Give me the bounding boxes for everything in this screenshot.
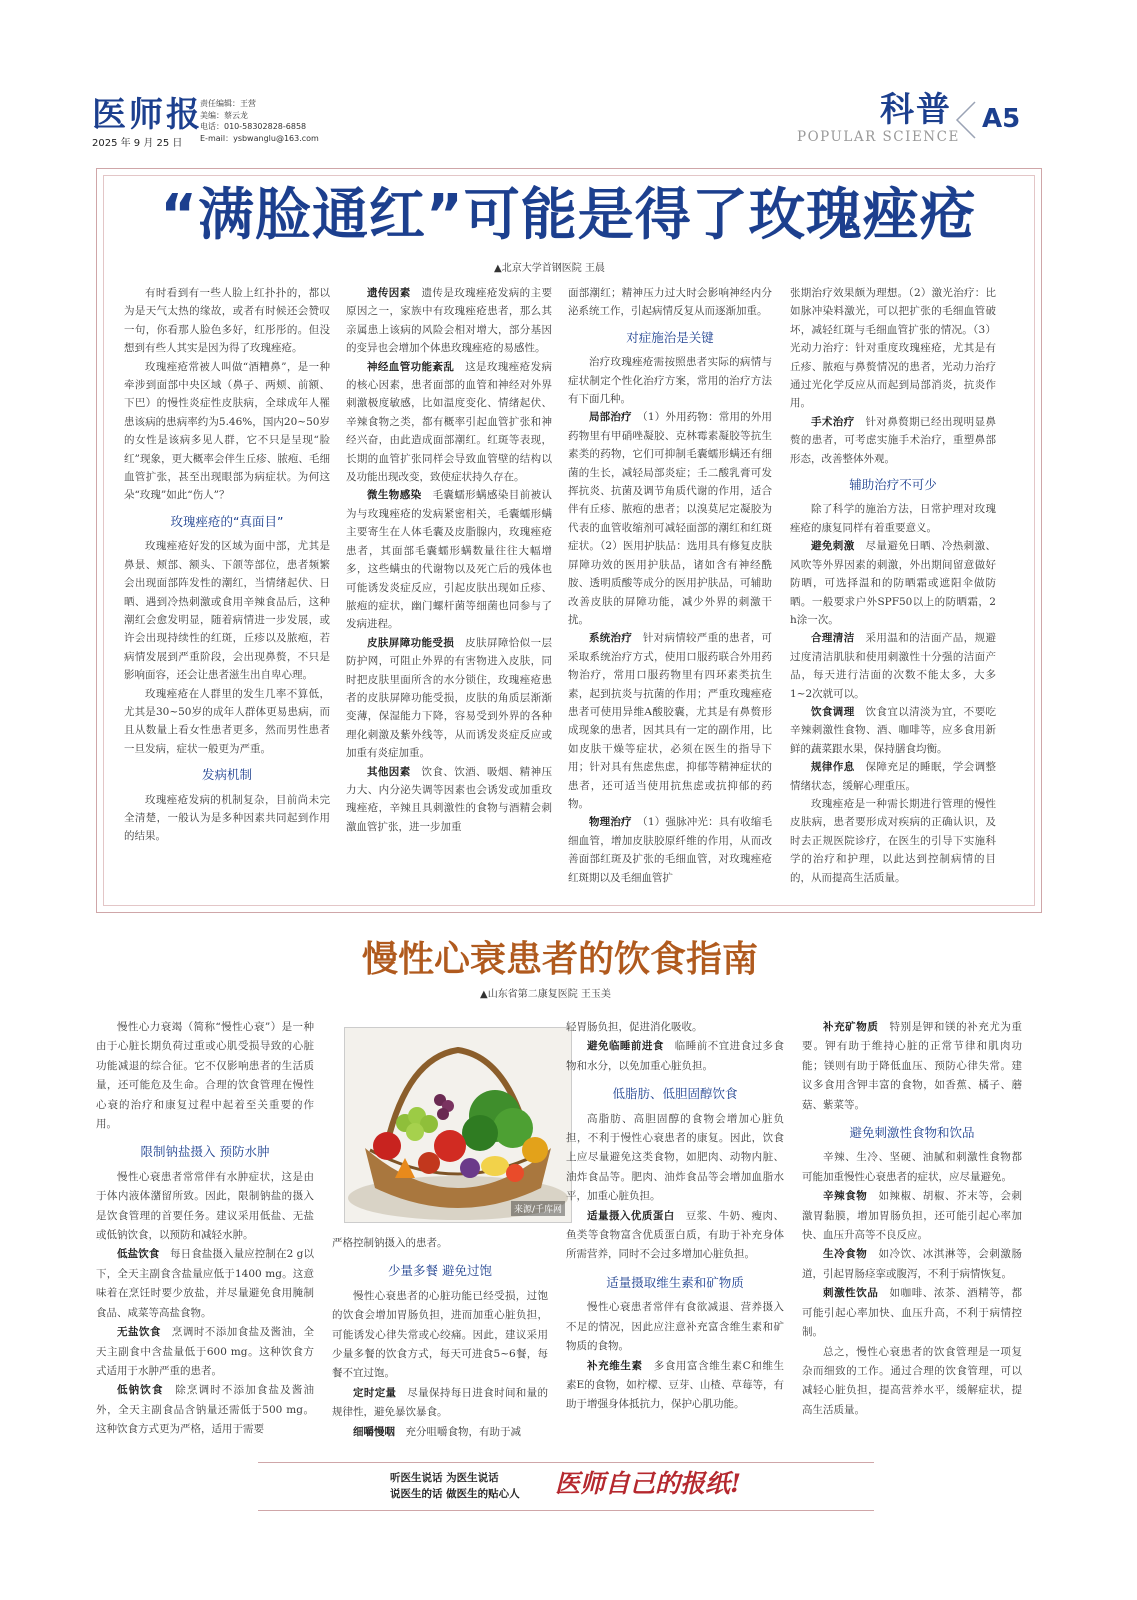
paragraph: 辛辣、生冷、坚硬、油腻和刺激性食物都可能加重慢性心衰患者的症状，应尽量避免。 [802, 1151, 1022, 1183]
paragraph: 玫瑰痤疮常被人叫做“酒糟鼻”，是一种牵涉到面部中央区域（鼻子、两颊、前额、下巴）的慢性炎症性皮肤病，全球成年人罹患该病的患病率约为5.46%，国内20~50岁的女性是该病多见人群，它不只是呈现“脸红”现象，更大概率会伴生丘疹、脓疱、毛细血管扩张，甚至出现眼部为病症状。为何这朵“玫瑰”如此“伤人”？ [124, 360, 330, 502]
paragraph-text: （1）外用药物：常用的外用药物里有甲硝唑凝胶、克林霉素凝胶等抗生素类的药物，它们可抑制毛囊蠕形螨还有细菌的生长，减轻局部炎症；壬二酸乳膏可发挥抗炎、抗菌及调节角质代谢的作用，适合伴有丘疹、脓疱的患者；以溴莫尼定凝胶为代表的血管收缩剂可减轻面部的潮红和红斑症状。（2）医用护肤品：选用具有修复皮肤屏障功效的医用护肤品，诸如含有神经酰胺、透明质酸等成分的医用护肤品，可辅助改善皮肤的屏障功能，减少外界的刺激干扰。 [568, 411, 773, 626]
keyword: 物理治疗 [589, 816, 632, 829]
email-address: E-mail：ysbwanglu@163.com [200, 133, 319, 143]
phone-number: 电话：010-58302828-6858 [200, 122, 307, 131]
article1-column-4 [790, 284, 996, 887]
paragraph [790, 629, 996, 703]
paragraph: 除了科学的施治方法，日常护理对玫瑰痤疮的康复同样有着重要意义。 [790, 503, 996, 534]
photo-credit: 来源/千库网 [511, 1201, 565, 1216]
keyword: 饮食调理 [811, 705, 855, 718]
subheading: 发病机制 [201, 767, 252, 783]
paragraph [346, 486, 552, 633]
subheading: 低脂肪、低胆固醇饮食 [612, 1086, 738, 1102]
paragraph-text: 豆浆、牛奶、瘦肉、鱼类等食物富含优质蛋白质，有助于补充身体所需营养，同时不会过多增加心脏负担。 [566, 1209, 785, 1261]
article2-column-4 [802, 1018, 1022, 1420]
slogan-line: 听医生说话 为医生说话 [390, 1472, 499, 1484]
subheading: 限制钠盐摄入 预防水肿 [140, 1144, 270, 1160]
paragraph-text: 除烹调时不添加食盐及酱油外，全天主副食品含钠量还需低于500 mg。这种饮食方式更为严格，适用于需要 [96, 1384, 314, 1436]
paragraph [346, 358, 552, 487]
paragraph: 严格控制钠摄入的患者。 [332, 1237, 448, 1249]
paragraph-text: 临睡前不宜进食过多食物和水分，以免加重心脏负担。 [566, 1040, 785, 1072]
paragraph: 面部潮红；精神压力过大时会影响神经内分泌系统工作，引起病情反复从而逐渐加重。 [568, 287, 772, 318]
issue-date: 2025 年 9 月 25 日 [92, 138, 183, 149]
keyword: 刺激性饮品 [823, 1287, 879, 1300]
footer-divider-top [258, 1462, 874, 1463]
article2-column-1 [96, 1018, 314, 1440]
paragraph-text: 这是玫瑰痤疮发病的核心因素，患者面部的血管和神经对外界刺激极度敏感，比如温度变化、情绪起伏、辛辣食物之类，都有概率引起血管扩张和神经兴奋，由此造成面部潮红。红斑等表现，长期的血管扩张同样会导致血管壁的结构以及功能出现改变，致使症状持久存在。 [346, 360, 552, 484]
paragraph [790, 703, 996, 758]
paragraph [566, 1357, 784, 1415]
paragraph [346, 284, 552, 358]
paragraph [802, 1284, 1022, 1342]
article2-column-2 [332, 1234, 548, 1442]
keyword: 手术治疗 [811, 415, 855, 428]
paragraph [96, 1245, 314, 1323]
paragraph [790, 413, 996, 468]
slogan-line: 说医生的话 做医生的贴心人 [390, 1488, 520, 1500]
article2-byline: ▲山东省第二康复医院 王玉美 [480, 989, 611, 1000]
article-title: “满脸通红”可能是得了玫瑰痤疮 [160, 183, 977, 248]
paragraph: 玫瑰痤疮是一种需长期进行管理的慢性皮肤病，患者要形成对疾病的正确认识，及时去正规医院诊疗，在医生的引导下实施科学的治疗和护理，以此达到控制病情的目的，从而提高生活质量。 [790, 797, 996, 884]
paragraph: 有时看到有一些人脸上红扑扑的，都以为是天气太热的缘故，或者有时候还会赞叹一句，你看那人脸色多好，红彤彤的。但没想到有些人其实是因为得了玫瑰痤疮。 [124, 287, 330, 355]
paragraph-text: 针对鼻赘期已经出现明显鼻赘的患者，可考虑实施手术治疗，重塑鼻部形态，改善整体外观。 [790, 415, 996, 465]
article2-title: 慢性心衰患者的饮食指南 [361, 939, 758, 980]
paragraph [332, 1384, 548, 1423]
keyword: 无盐饮食 [117, 1326, 161, 1339]
article1-column-2 [346, 284, 552, 836]
paragraph [96, 1323, 314, 1381]
subheading: 玫瑰痤疮的“真面目” [170, 513, 284, 529]
keyword: 局部治疗 [589, 411, 632, 424]
keyword: 补充维生素 [587, 1359, 643, 1372]
paragraph-text: 烹调时不添加食盐及酱油，全天主副食中含盐量低于600 mg。这种饮食方式适用于水肿严重的患者。 [96, 1326, 315, 1377]
paragraph-text: 特别是钾和镁的补充尤为重要。钾有助于维持心脏的正常节律和肌肉功能；镁则有助于降低血压、预防心律失常。建议多食用含钾丰富的食物，如香蕉、橘子、蘑菇、紫菜等。 [802, 1021, 1023, 1111]
subheading: 适量摄取维生素和矿物质 [606, 1274, 744, 1290]
keyword: 低盐饮食 [117, 1248, 160, 1261]
subheading: 对症施治是关键 [626, 329, 714, 345]
paragraph-text: 每日食盐摄入量应控制在2 g以下，全天主副食含盐量应低于1400 mg。这意味着在烹饪时要少放盐，并尽量避免食用腌制食品、咸菜等高盐食物。 [96, 1248, 315, 1319]
keyword: 低钠饮食 [117, 1384, 164, 1397]
paragraph [566, 1037, 784, 1076]
editor-name: 责任编辑：王营 [200, 99, 256, 108]
paragraph: 轻胃肠负担，促进消化吸收。 [566, 1021, 703, 1033]
paragraph: 慢性心衰患者常伴有食欲减退、营养摄入不足的情况，因此应注意补充富含维生素和矿物质的食物。 [566, 1301, 784, 1353]
paragraph: 慢性心力衰竭（简称“慢性心衰”）是一种由于心脏长期负荷过重或心肌受损导致的心脏功能减退的综合征。它不仅影响患者的生活质量，还可能危及生命。合理的饮食管理在慢性心衰的治疗和康复过程中起着至关重要的作用。 [96, 1021, 314, 1131]
paragraph-text: 尽量保持每日进食时间和量的规律性，避免暴饮暴食。 [332, 1386, 549, 1419]
paragraph: 慢性心衰患者的心脏功能已经受损，过饱的饮食会增加胃肠负担，进而加重心脏负担，可能诱发心律失常或心绞痛。因此，建议采用少量多餐的饮食方式，每天可进食5~6餐，每餐不宜过饱。 [332, 1289, 548, 1380]
paragraph-text: 皮肤屏障恰似一层防护网，可阻止外界的有害物进入皮肤，同时把皮肤里面所含的水分锁住，玫瑰痤疮患者的皮肤屏障功能受损，皮肤的角质层渐渐变薄，保湿能力下降，容易受到外界的各种理化刺激及紫外线等，从而诱发炎症反应或加重有炎症加重。 [346, 636, 552, 760]
paragraph [96, 1381, 314, 1439]
paragraph-text: 饮食、饮酒、吸烟、精神压力大、内分泌失调等因素也会诱发或加重玫瑰痤疮，辛辣且具刺激性的食物与酒精会刺激血管扩张，进一步加重 [346, 765, 552, 833]
editor-credits [200, 98, 319, 144]
article1-column-3 [568, 284, 772, 887]
paragraph-text: 采用温和的洁面产品，规避过度清洁肌肤和使用刺激性十分强的洁面产品，每天进行洁面的次数不能太多，大多1~2次就可以。 [790, 632, 996, 700]
paragraph [802, 1245, 1022, 1284]
keyword: 定时定量 [353, 1386, 397, 1399]
paragraph-text: 保障充足的睡眠，学会调整情绪状态，缓解心理重压。 [790, 761, 996, 792]
paragraph-text: 如咖啡、浓茶、酒精等，都可能引起心率加快、血压升高，不利于病情控制。 [802, 1287, 1023, 1339]
paragraph [568, 629, 772, 813]
paragraph: 玫瑰痤疮发病的机制复杂，目前尚未完全清楚，一般认为是多种因素共同起到作用的结果。 [124, 793, 330, 843]
paragraph-text: （1）强脉冲光：具有收缩毛细血管，增加皮肤胶原纤维的作用，从而改善面部红斑及扩张的毛细血管，对玫瑰痤疮红斑期以及毛细血管扩 [568, 816, 773, 884]
paragraph: 慢性心衰患者常常伴有水肿症状，这是由于体内液体潴留所致。因此，限制钠盐的摄入是饮食管理的首要任务。建议采用低盐、无盐或低钠饮食，以预防和减轻水肿。 [96, 1170, 314, 1242]
paragraph-text: 饮食宜以清淡为宜，不要吃辛辣刺激性食物、酒、咖啡等，应多食用新鲜的蔬菜跟水果，保持膳食均衡。 [790, 705, 996, 755]
paragraph [790, 758, 996, 795]
paragraph: 治疗玫瑰痤疮需按照患者实际的病情与症状制定个性化治疗方案，常用的治疗方法有下面几种。 [568, 356, 772, 406]
subheading: 少量多餐 避免过饱 [388, 1263, 492, 1279]
paragraph-text: 针对病情较严重的患者，可采取系统治疗方式，使用口服药联合外用药物治疗，常用口服药物里有四环素类抗生素，起到抗炎与抗菌的作用；严重玫瑰痤疮患者可使用异维A酸胶囊，尤其是有鼻赘形成现象的患者，因其具有一定的副作用，比如皮肤干燥等症状，必须在医生的指导下用；针对具有焦虑焦虑，抑郁等精神症状的患者，还可适当使用抗焦虑或抗抑郁的药物。 [568, 632, 772, 810]
paragraph-text: 遗传是玫瑰痤疮发病的主要原因之一，家族中有玫瑰痤疮患者，那么其亲属患上该病的风险会相对增大，部分基因的变异也会增加个体患玫瑰痤疮的易感性。 [346, 287, 552, 355]
keyword: 合理清洁 [811, 632, 855, 645]
fruit-vegetable-photo [344, 1027, 572, 1223]
masthead-title: 医师报 [92, 95, 203, 135]
article2-column-3 [566, 1018, 784, 1415]
paragraph: 玫瑰痤疮在人群里的发生几率不算低，尤其是30~50岁的成年人群体更易患病，而且从数量上看女性患者更多，然而男性患者一旦发病，症状一般更为严重。 [124, 687, 330, 755]
subheading: 辅助治疗不可少 [849, 477, 937, 493]
paragraph-text: 如辣椒、胡椒、芥末等，会刺激胃黏膜，增加胃肠负担，还可能引起心率加快、血压升高等不良反应。 [802, 1190, 1023, 1242]
article1-column-1 [124, 284, 330, 846]
section-subtitle: POPULAR SCIENCE [797, 129, 960, 145]
keyword: 系统治疗 [589, 632, 633, 645]
designer-name: 美编：蔡云龙 [200, 110, 248, 120]
keyword: 其他因素 [367, 765, 411, 778]
paragraph: 玫瑰痤疮好发的区域为面中部，尤其是鼻景、颊部、额头、下颌等部位，患者频繁会出现面部阵发性的潮红，当情绪起伏、日晒、遇到冷热刺激或食用辛辣食品后，这种潮红会愈发明显，随着病情进一步发展，或许会出现持续性的红斑，丘疹以及脓疱，若病情发展到严重阶段，会出现鼻赘，不只是影响面容，还会让患者滋生出自卑心理。 [124, 540, 330, 682]
keyword: 适量摄入优质蛋白 [587, 1209, 675, 1222]
section-title: 科普 [880, 90, 952, 130]
keyword: 生冷食物 [823, 1248, 868, 1261]
paragraph-text: 尽量避免日晒、冷热刺激、风吹等外界因素的刺激，外出期间留意做好防晒，可选择温和的防晒霜或遮阳伞做防晒。一般要求户外SPF50以上的防晒霜，2 h涂一次。 [790, 540, 996, 626]
keyword: 细嚼慢咽 [353, 1425, 395, 1438]
footer-slogan [390, 1470, 520, 1502]
paragraph [802, 1187, 1022, 1245]
paragraph: 总之，慢性心衰患者的饮食管理是一项复杂而细致的工作。通过合理的饮食管理，可以减轻心脏负担，提高营养水平，缓解症状，提高生活质量。 [802, 1345, 1022, 1416]
paragraph [332, 1423, 548, 1442]
paragraph: 高脂肪、高胆固醇的食物会增加心脏负担，不利于慢性心衰患者的康复。因此，饮食上应尽量避免这类食物，如肥肉、动物内脏、油炸食品等。肥肉、油炸食品等会增加血脂水平，加重心脏负担。 [566, 1112, 784, 1203]
paragraph [566, 1207, 784, 1265]
paragraph-text: 如冷饮、冰淇淋等，会刺激肠道，引起胃肠痉挛或腹泻，不利于病情恢复。 [802, 1248, 1023, 1280]
paragraph [568, 813, 772, 887]
paragraph [568, 408, 772, 629]
keyword: 避免临睡前进食 [587, 1040, 664, 1053]
footer-brand-slogan: 医师自己的报纸! [555, 1469, 741, 1498]
keyword: 辛辣食物 [823, 1190, 868, 1203]
keyword: 规律作息 [811, 761, 855, 774]
fruit-basket-illustration [345, 1028, 571, 1222]
paragraph [346, 634, 552, 763]
keyword: 补充矿物质 [823, 1021, 879, 1033]
keyword: 神经血管功能紊乱 [367, 360, 455, 373]
keyword: 遗传因素 [367, 287, 411, 299]
paragraph: 张期治疗效果颇为理想。（2）激光治疗：比如脉冲染料激光，可以把扩张的毛细血管破坏，减轻红斑与毛细血管扩张的情况。（3）光动力治疗：针对重度玫瑰痤疮，尤其是有丘疹、脓疱与鼻赘情况的患者，光动力治疗通过光化学反应从而起到局部消炎，抗炎作用。 [790, 287, 996, 410]
paragraph [802, 1018, 1022, 1115]
subheading: 避免刺激性食物和饮品 [849, 1125, 975, 1141]
keyword: 微生物感染 [367, 489, 422, 502]
paragraph [790, 537, 996, 629]
article-byline: ▲北京大学首钢医院 王晨 [494, 263, 605, 274]
page-number: A5 [982, 104, 1021, 134]
paragraph-text: 充分咀嚼食物，有助于减 [405, 1425, 521, 1438]
keyword: 避免刺激 [811, 540, 855, 553]
paragraph [346, 763, 552, 837]
paragraph-text: 多食用富含维生素C和维生素E的食物，如柠檬、豆芽、山楂、草莓等，有助于增强身体抵抗力，保护心肌功能。 [566, 1359, 785, 1411]
paragraph-text: 毛囊蠕形螨感染目前被认为与玫瑰痤疮的发病紧密相关，毛囊蠕形螨主要寄生在人体毛囊及皮脂腺内，玫瑰痤疮患者，其面部毛囊蠕形螨数量往往大幅增多，这些螨虫的代谢物以及死亡后的残体也可能诱发炎症反应，引起皮肤出现如丘疹、脓疱的症状，幽门螺杆菌等细菌也同参与了发病进程。 [346, 489, 552, 631]
keyword: 皮肤屏障功能受损 [367, 636, 455, 649]
footer-divider-bottom [258, 1510, 874, 1511]
